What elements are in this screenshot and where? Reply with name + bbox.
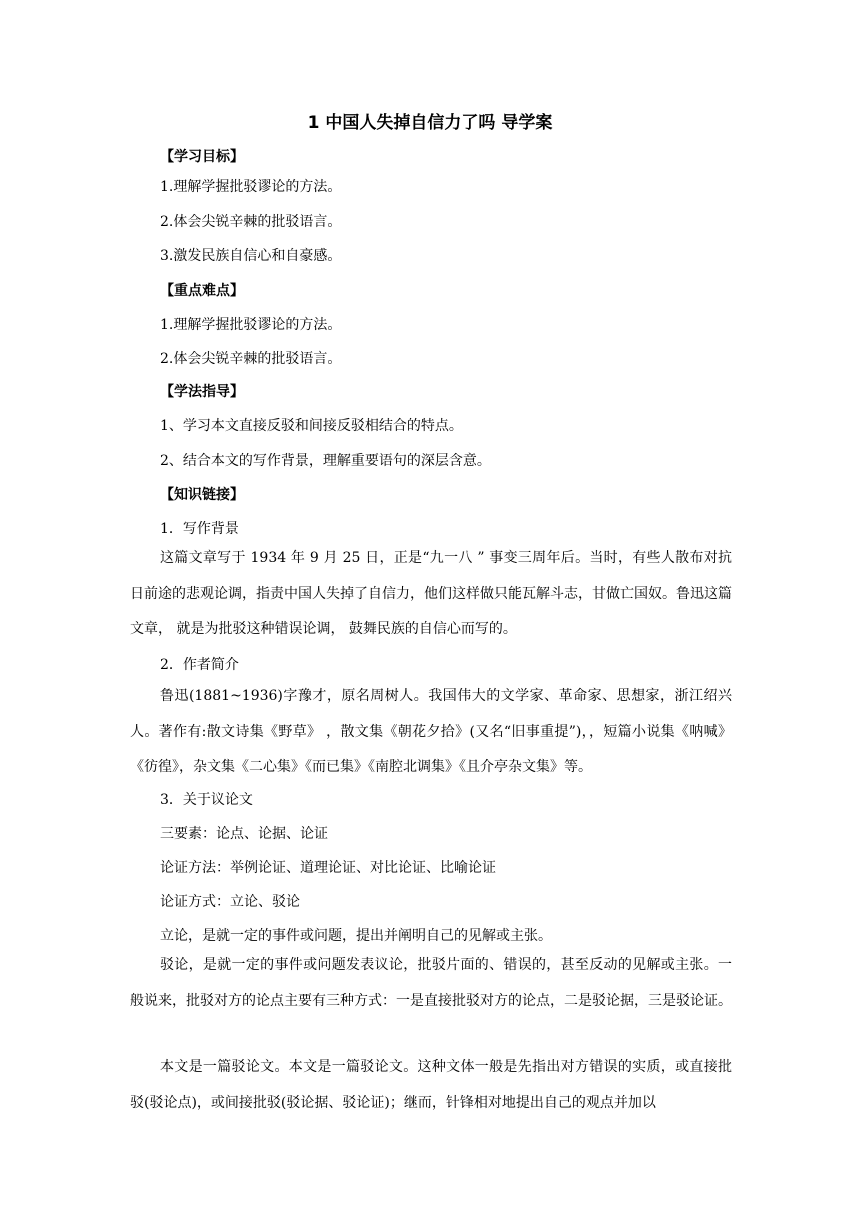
argument-line: 论证方式：立论、驳论 (160, 894, 300, 910)
subsection-title-argument: 3．关于议论文 (160, 792, 253, 808)
objective-item: 1.理解学握批驳谬论的方法。 (160, 179, 342, 195)
argument-line: 论证方法：举例论证、道理论证、对比论证、比喻论证 (160, 860, 496, 876)
paragraph-background: 这篇文章写于 1934 年 9 月 25 日，正是“九一八 ” 事变三周年后。当时，有些人散布对抗日前途的悲观论调，指责中国人失掉了自信力，他们这样做只能瓦解斗志，甘做亡国奴。鲁迅这篇文章， 就是为批驳这种错误论调， 鼓舞民族的自信心而写的。 (130, 550, 732, 637)
objective-item: 3.激发民族自信心和自豪感。 (160, 248, 342, 264)
method-item: 1、学习本文直接反驳和间接反驳相结合的特点。 (160, 418, 463, 434)
method-item: 2、结合本文的写作背景，理解重要语句的深层含意。 (160, 453, 491, 469)
argument-line: 三要素：论点、论据、论证 (160, 826, 328, 842)
section-heading-key-points: 【重点难点】 (160, 283, 244, 299)
key-point-item: 1.理解学握批驳谬论的方法。 (160, 317, 342, 333)
document-title: 1 中国人失掉自信力了吗 导学案 (307, 113, 553, 133)
paragraph-author: 鲁迅(1881~1936)字豫才，原名周树人。我国伟大的文学家、革命家、思想家，浙江绍兴人。著作有:散文诗集《野草》 ，散文集《朝花夕拾》(又名“旧事重提”)，，短篇小说集《呐喊》《彷徨》，杂文集《二心集》《而已集》《南腔北调集》《且介亭杂文集》等。 (130, 688, 732, 775)
section-heading-knowledge: 【知识链接】 (160, 487, 244, 503)
section-heading-objectives: 【学习目标】 (160, 149, 244, 165)
objective-item: 2.体会尖锐辛棘的批驳语言。 (160, 214, 342, 230)
key-point-item: 2.体会尖锐辛棘的批驳语言。 (160, 351, 342, 367)
argument-line: 立论，是就一定的事件或问题，提出并阐明自己的见解或主张。 (160, 928, 552, 944)
section-heading-method: 【学法指导】 (160, 384, 244, 400)
paragraph-this-essay: 本文是一篇驳论文。本文是一篇驳论文。这种文体一般是先指出对方错误的实质，或直接批驳(驳论点)，或间接批驳(驳论据、驳论证)；继而，针锋相对地提出自己的观点并加以 (130, 1059, 732, 1111)
subsection-title-background: 1．写作背景 (160, 521, 239, 537)
paragraph-refutation: 驳论，是就一定的事件或问题发表议论，批驳片面的、错误的，甚至反动的见解或主张。一般说来，批驳对方的论点主要有三种方式：一是直接批驳对方的论点，二是驳论据，三是驳论证。 (130, 957, 732, 1009)
subsection-title-author: 2．作者简介 (160, 657, 239, 673)
